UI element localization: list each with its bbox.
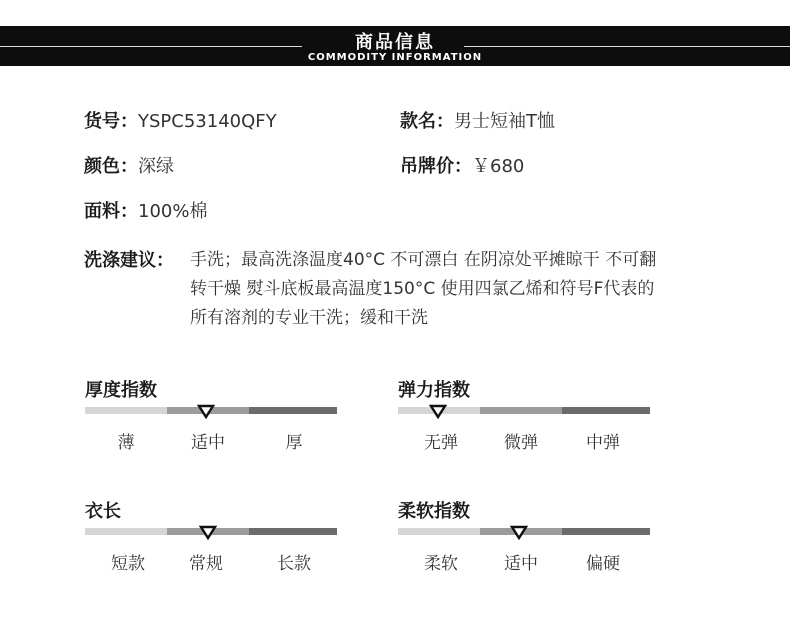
index-option: 薄 [117, 433, 135, 453]
index-option: 常规 [189, 554, 223, 574]
scale-segment-low [85, 407, 167, 414]
name-label: 款名： [400, 111, 454, 132]
index-option: 中弹 [586, 433, 620, 453]
color-label: 颜色： [84, 156, 138, 177]
fabric-label: 面料： [84, 201, 138, 222]
index-option: 无弹 [424, 433, 458, 453]
color-value: 深绿 [138, 156, 174, 177]
index-option: 偏硬 [586, 554, 620, 574]
fabric-value: 100%棉 [138, 201, 208, 222]
scale-segment-low [398, 528, 480, 535]
care-label: 洗涤建议： [84, 250, 174, 271]
color-field [84, 156, 174, 178]
triangle-marker-icon [510, 525, 528, 541]
scale-segment-mid [480, 407, 562, 414]
price-label: 吊牌价： [400, 156, 472, 177]
index-option: 短款 [111, 554, 145, 574]
elasticity-index [398, 376, 650, 462]
name-value: 男士短袖T恤 [454, 111, 555, 132]
header-title: 商品信息 [355, 32, 435, 53]
triangle-marker-icon [429, 404, 447, 420]
index-option: 厚 [285, 433, 303, 453]
index-option: 微弹 [504, 433, 538, 453]
sku-value: YSPC53140QFY [138, 111, 277, 132]
index-option: 适中 [191, 433, 225, 453]
triangle-marker-icon [197, 404, 215, 420]
scale-segment-low [85, 528, 167, 535]
fabric-field [84, 201, 207, 223]
index-option: 适中 [504, 554, 538, 574]
index-option: 长款 [277, 554, 311, 574]
index-title: 柔软指数 [398, 501, 470, 522]
softness-index [398, 497, 650, 583]
scale-segment-high [562, 528, 650, 535]
price-value: ￥680 [472, 156, 525, 177]
header-banner [0, 26, 790, 66]
index-title: 衣长 [85, 501, 121, 522]
triangle-marker-icon [199, 525, 217, 541]
length-index [85, 497, 337, 583]
header-subtitle: COMMODITY INFORMATION [307, 52, 483, 63]
thickness-index [85, 376, 337, 462]
scale-segment-high [249, 407, 337, 414]
price-field [400, 156, 524, 178]
name-field [400, 111, 555, 133]
sku-label: 货号： [84, 111, 138, 132]
scale-segment-high [249, 528, 337, 535]
scale-segment-high [562, 407, 650, 414]
index-option: 柔软 [424, 554, 458, 574]
sku-field [84, 111, 277, 133]
index-title: 厚度指数 [85, 380, 157, 401]
index-title: 弹力指数 [398, 380, 470, 401]
care-value: 手洗；最高洗涤温度40°C 不可漂白 在阴凉处平摊晾干 不可翻 转干燥 熨斗底板最高温度150°C 使用四氯乙烯和符号F代表的 所有溶剂的专业干洗；缓和干洗 [190, 250, 657, 328]
